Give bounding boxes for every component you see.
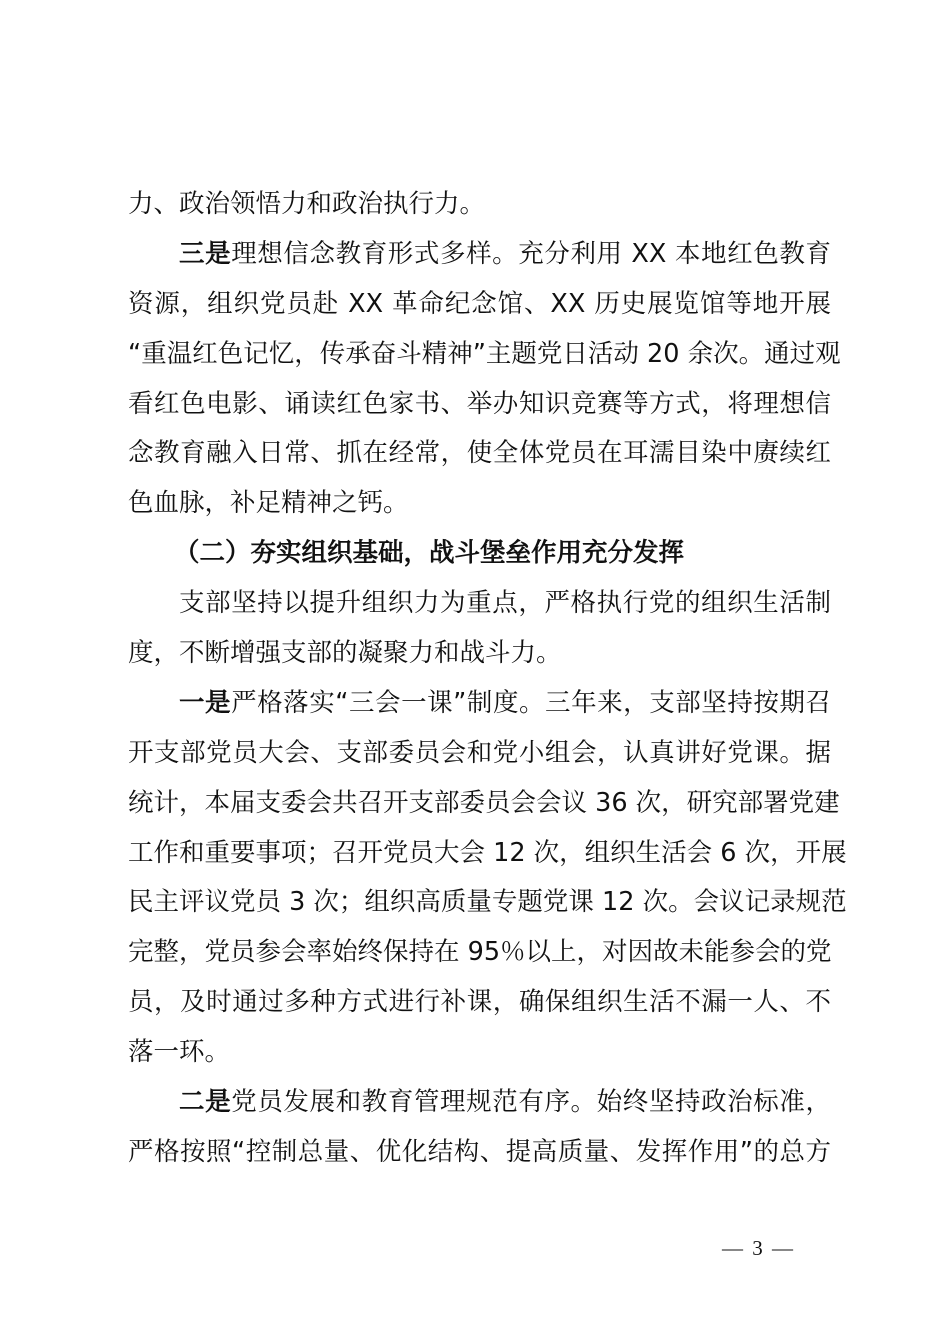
text-line: 支部坚持以提升组织力为重点，严格执行党的组织生活制 [179,588,831,619]
text-line: 落一环。 [128,1037,231,1068]
text-line: 员，及时通过多种方式进行补课，确保组织生活不漏一人、不 [128,987,831,1018]
text-line: 统计，本届支委会共召开支部委员会会议 36 次，研究部署党建 [128,787,840,818]
text-line [128,679,831,729]
text-line: 色血脉，补足精神之钙。 [128,488,409,519]
text-line: 资源，组织党员赴 XX 革命纪念馆、XX 历史展览馆等地开展 [128,288,831,319]
text-line: 民主评议党员 3 次；组织高质量专题党课 12 次。会议记录规范 [128,887,847,918]
text-line [128,230,831,280]
text-line: 工作和重要事项；召开党员大会 12 次，组织生活会 6 次，开展 [128,837,847,868]
text-line [128,1078,831,1128]
text-line: 念教育融入日常、抓在经常，使全体党员在耳濡目染中赓续红 [128,438,831,469]
bold-lead: 二是 [179,1087,232,1118]
line-text: 理想信念教育形式多样。充分利用 XX 本地红色教育 [231,238,831,269]
text-line: 完整，党员参会率始终保持在 95％以上，对因故未能参会的党 [128,937,832,968]
line-text: 严格落实“三会一课”制度。三年来，支部坚持按期召 [231,687,831,718]
text-line: “重温红色记忆，传承奋斗精神”主题党日活动 20 余次。通过观 [128,338,841,369]
text-line: 度，不断增强支部的凝聚力和战斗力。 [128,638,562,669]
text-line: 看红色电影、诵读红色家书、举办知识竞赛等方式，将理想信 [128,388,831,419]
bold-lead: 三是 [179,238,232,269]
text-line: 严格按照“控制总量、优化结构、提高质量、发挥作用”的总方 [128,1136,831,1167]
section-heading: （二）夯实组织基础，战斗堡垒作用充分发挥 [174,538,685,569]
line-text: 党员发展和教育管理规范有序。始终坚持政治标准， [231,1087,831,1118]
document-body [128,180,847,1178]
text-line: 力、政治领悟力和政治执行力。 [128,189,486,219]
text-line: 开支部党员大会、支部委员会和党小组会，认真讲好党课。据 [128,737,831,768]
page-number: — 3 — [722,1236,795,1260]
bold-lead: 一是 [179,687,232,718]
